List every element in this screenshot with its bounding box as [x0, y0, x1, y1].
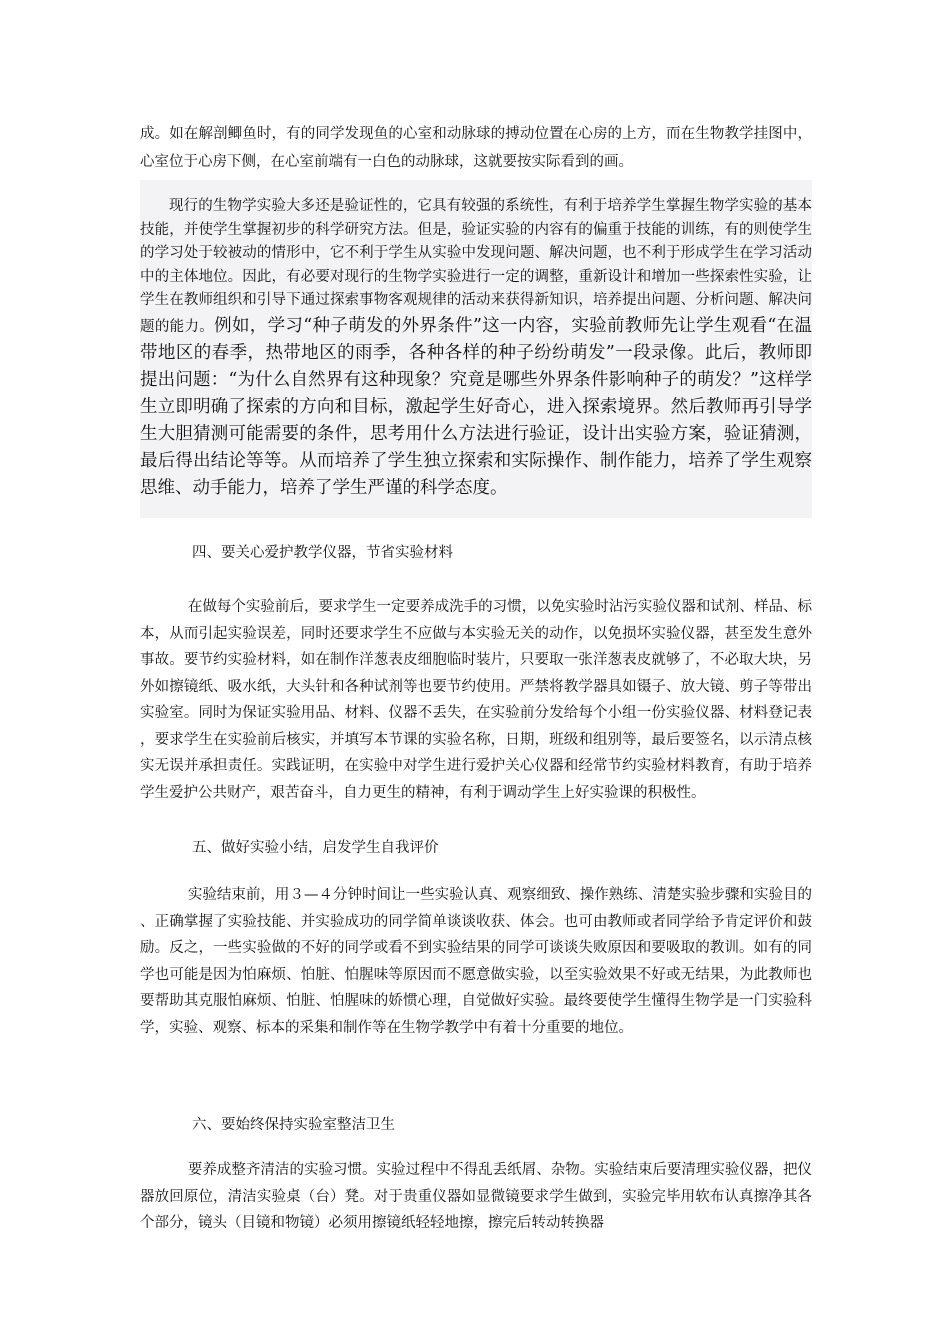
intro-paragraph: 成。如在解剖鲫鱼时，有的同学发现鱼的心室和动脉球的搏动位置在心房的上方，而在生物教学挂图中，心室位于心房下侧，在心室前端有一白色的动脉球，这就要按实际看到的画。 [140, 126, 812, 170]
section-heading-6: 六、要始终保持实验室整洁卫生 [192, 1117, 395, 1133]
section-heading-5: 五、做好实验小结，启发学生自我评价 [192, 840, 439, 856]
highlighted-paragraph [140, 195, 812, 502]
section-4-paragraph: 在做每个实验前后，要求学生一定要养成洗手的习惯，以免实验时沾污实验仪器和试剂、样品、标本，从而引起实验误差，同时还要求学生不应做与本实验无关的动作，以免损坏实验仪器，甚至发生意外事故。要节约实验材料，如在制作洋葱表皮细胞临时装片，只要取一张洋葱表皮就够了，不必取大块，另外如擦镜纸、吸水纸，大头针和各种试剂等也要节约使用。严禁将教学器具如镊子、放大镜、剪子等带出实验室。同时为保证实验用品、材料、仪器不丢失，在实验前分发给每个小组一份实验仪器、材料登记表，要求学生在实验前后核实，并填写本节课的实验名称，日期，班级和组别等，最后要签名，以示清点核实无误并承担责任。实践证明，在实验中对学生进行爱护关心仪器和经常节约实验材料教育，有助于培养学生爱护公共财产，艰苦奋斗，自力更生的精神，有利于调动学生上好实验课的积极性。 [140, 599, 812, 801]
section-heading-4: 四、要关心爱护教学仪器，节省实验材料 [192, 545, 453, 561]
section-6-paragraph: 要养成整齐清洁的实验习惯。实验过程中不得乱丢纸屑、杂物。实验结束后要清理实验仪器，把仪器放回原位，清洁实验桌（台）凳。对于贵重仪器如显微镜要求学生做到，实验完毕用软布认真擦净其各个部分，镜头（目镜和物镜）必须用擦镜纸轻轻地擦，擦完后转动转换器 [140, 1162, 812, 1231]
highlighted-paragraph-large-text: 例如，学习“种子萌发的外界条件”这一内容，实验前教师先让学生观看“在温带地区的春季，热带地区的雨季，各种各样的种子纷纷萌发”一段录像。此后，教师即提出问题：“为什么自然界有这种现象？究竟是哪些外界条件影响种子的萌发？”这样学生立即明确了探索的方向和目标，激起学生好奇心，进入探索境界。然后教师再引导学生大胆猜测可能需要的条件，思考用什么方法进行验证，设计出实验方案，验证猜测，最后得出结论等等。从而培养了学生独立探索和实际操作、制作能力，培养了学生观察思维、动手能力，培养了学生严谨的科学态度。 [140, 315, 812, 498]
highlighted-paragraph-small-text: 现行的生物学实验大多还是验证性的，它具有较强的系统性，有利于培养学生掌握生物学实验的基本技能，并使学生掌握初步的科学研究方法。但是，验证实验的内容有的偏重于技能的训练，有的则使学生的学习处于较被动的情形中，它不利于学生从实验中发现问题、解决问题，也不利于形成学生在学习活动中的主体地位。因此，有必要对现行的生物学实验进行一定的调整，重新设计和增加一些探索性实验，让学生在教师组织和引导下通过探索事物客观规律的活动来获得新知识，培养提出问题、分析问题、解决问题的能力。 [140, 198, 812, 335]
section-5-paragraph: 实验结束前，用３—４分钟时间让一些实验认真、观察细致、操作熟练、清楚实验步骤和实验目的、正确掌握了实验技能、并实验成功的同学简单谈谈收获、体会。也可由教师或者同学给予肯定评价和鼓励。反之，一些实验做的不好的同学或看不到实验结果的同学可谈谈失败原因和要吸取的教训。如有的同学也可能是因为怕麻烦、怕脏、怕腥味等原因而不愿意做实验，以至实验效果不好或无结果，为此教师也要帮助其克服怕麻烦、怕脏、怕腥味的娇惯心理，自觉做好实验。最终要使学生懂得生物学是一门实验科学，实验、观察、标本的采集和制作等在生物学教学中有着十分重要的地位。 [140, 887, 812, 1036]
